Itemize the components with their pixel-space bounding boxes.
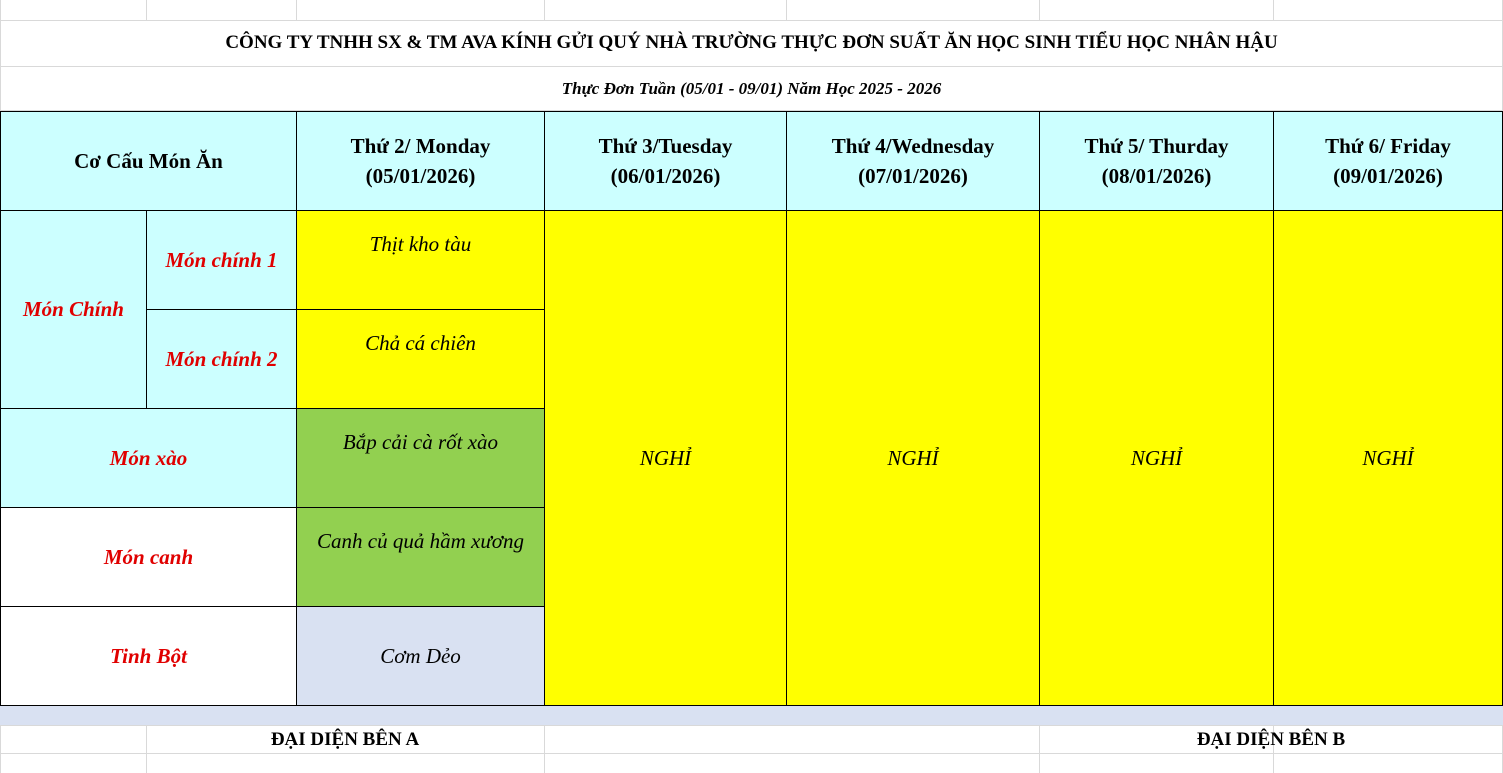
category-main-1: Món chính 1: [146, 210, 297, 310]
monday-main-1-dish: Thịt kho tàu: [296, 210, 545, 310]
gridline: [544, 0, 545, 20]
page-subtitle: Thực Đơn Tuần (05/01 - 09/01) Năm Học 2025 - 2026: [561, 78, 942, 98]
friday-off: NGHỈ: [1273, 210, 1503, 706]
category-main-group: Món Chính: [0, 210, 147, 409]
structure-header: Cơ Cấu Món Ăn: [0, 111, 297, 211]
monday-starch-dish: Cơm Dẻo: [296, 606, 545, 706]
gridline: [1273, 0, 1274, 20]
signature-party-b: ĐẠI DIỆN BÊN B: [1196, 728, 1346, 750]
category-starch: Tinh Bột: [0, 606, 297, 706]
wednesday-off: NGHỈ: [786, 210, 1040, 706]
day-name: Thứ 5/ Thurday: [1084, 134, 1229, 158]
monday-soup-dish: Canh củ quả hầm xương: [296, 507, 545, 607]
gridline: [786, 0, 787, 20]
monday-main-2-dish: Chả cá chiên: [296, 309, 545, 409]
gridline: [1039, 0, 1040, 20]
gridline: [544, 725, 545, 773]
monday-stir-fry-dish: Bắp cải cà rốt xào: [296, 408, 545, 508]
day-date: (06/01/2026): [610, 164, 721, 188]
signature-party-a: ĐẠI DIỆN BÊN A: [270, 728, 420, 750]
gridline: [146, 0, 147, 20]
gridline: [296, 0, 297, 20]
day-header-thursday: [1039, 111, 1274, 211]
day-name: Thứ 6/ Friday: [1325, 134, 1451, 158]
day-header-tuesday: [544, 111, 787, 211]
day-header-monday: [296, 111, 545, 211]
day-date: (08/01/2026): [1101, 164, 1212, 188]
thursday-off: NGHỈ: [1039, 210, 1274, 706]
day-date: (05/01/2026): [365, 164, 476, 188]
gridline: [0, 753, 1503, 754]
day-name: Thứ 2/ Monday: [350, 134, 491, 158]
page-title: CÔNG TY TNHH SX & TM AVA KÍNH GỬI QUÝ NHÀ TRƯỜNG THỰC ĐƠN SUẤT ĂN HỌC SINH TIỂU HỌC NHÂN HẬU: [225, 32, 1278, 53]
day-date: (07/01/2026): [858, 164, 968, 188]
category-main-2: Món chính 2: [146, 309, 297, 409]
day-name: Thứ 4/Wednesday: [831, 134, 995, 158]
category-soup: Món canh: [0, 507, 297, 607]
day-date: (09/01/2026): [1333, 164, 1443, 188]
day-name: Thứ 3/Tuesday: [598, 134, 733, 158]
day-header-friday: [1273, 111, 1503, 211]
day-header-wednesday: [786, 111, 1040, 211]
tuesday-off: NGHỈ: [544, 210, 787, 706]
separator-band: [0, 706, 1503, 725]
category-stir-fry: Món xào: [0, 408, 297, 508]
